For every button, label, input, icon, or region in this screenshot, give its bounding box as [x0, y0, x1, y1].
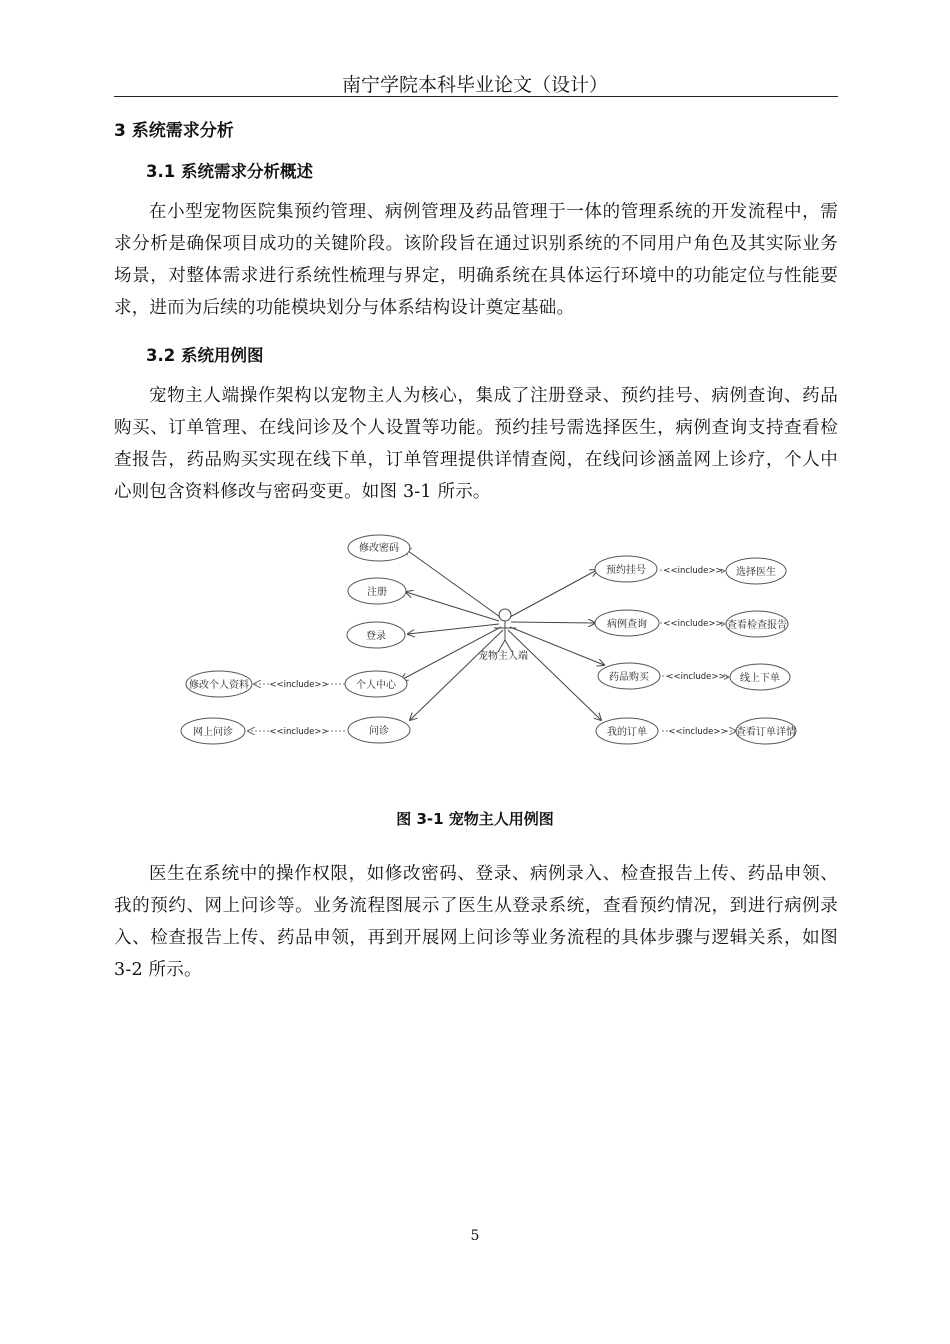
usecase-select-doctor: 选择医生: [736, 567, 776, 578]
include-label: <<include>>: [269, 680, 329, 690]
include-label: <<include>>: [668, 727, 728, 737]
usecase-buy-medicine: 药品购买: [609, 672, 649, 683]
paragraph-owner-usecase: 宠物主人端操作架构以宠物主人为核心，集成了注册登录、预约挂号、病例查询、药品购买、订单管理、在线问诊及个人设置等功能。预约挂号需选择医生，病例查询支持查看检查报告，药品购买实现在线下单，订单管理提供详情查阅，在线问诊涵盖网上诊疗，个人中心则包含资料修改与密码变更。如图 3-1 所示。: [114, 386, 838, 502]
include-label: <<include>>: [663, 566, 723, 576]
figure-caption: 图 3-1 宠物主人用例图: [396, 810, 554, 828]
include-label: <<include>>: [666, 672, 726, 682]
usecase-change-password: 修改密码: [359, 543, 399, 554]
usecase-order-details: 查看订单详情: [736, 727, 796, 738]
paragraph-overview: 在小型宠物医院集预约管理、病例管理及药品管理于一体的管理系统的开发流程中，需求分析是确保项目成功的关键阶段。该阶段旨在通过识别系统的不同用户角色及其实际业务场景，对整体需求进行系统性梳理与界定，明确系统在具体运行环境中的功能定位与性能要求，进而为后续的功能模块划分与体系结构设计奠定基础。: [114, 202, 838, 318]
section-heading: 3 系统需求分析: [114, 121, 234, 141]
page-number: 5: [470, 1228, 480, 1244]
usecase-place-order: 线上下单: [740, 673, 780, 684]
association-lines: [401, 548, 604, 720]
page-header-title: 南宁学院本科毕业论文（设计）: [341, 74, 608, 96]
usecase-my-orders: 我的订单: [607, 727, 647, 738]
subsection-heading-3-2: 3.2 系统用例图: [146, 346, 264, 365]
right-usecase-ellipses: [595, 556, 796, 744]
usecase-edit-profile: 修改个人资料: [189, 680, 249, 691]
actor-label: 宠物主人端: [478, 651, 528, 662]
include-label: <<include>>: [269, 727, 329, 737]
usecase-case-query: 病例查询: [607, 619, 647, 630]
usecase-personal-center: 个人中心: [356, 680, 396, 691]
usecase-consultation: 问诊: [369, 726, 389, 737]
include-label: <<include>>: [663, 619, 723, 629]
usecase-register: 注册: [367, 587, 387, 598]
usecase-appointment: 预约挂号: [606, 565, 646, 576]
usecase-online-consultation: 网上问诊: [193, 727, 233, 738]
usecase-login: 登录: [366, 631, 386, 642]
usecase-view-report: 查看检查报告: [727, 620, 787, 631]
subsection-heading-3-1: 3.1 系统需求分析概述: [146, 162, 313, 181]
paragraph-doctor: 医生在系统中的操作权限，如修改密码、登录、病例录入、检查报告上传、药品申领、我的预约、网上问诊等。业务流程图展示了医生从登录系统，查看预约情况，到进行病例录入、检查报告上传、药品申领，再到开展网上问诊等业务流程的具体步骤与逻辑关系，如图 3-2 所示。: [114, 864, 838, 980]
